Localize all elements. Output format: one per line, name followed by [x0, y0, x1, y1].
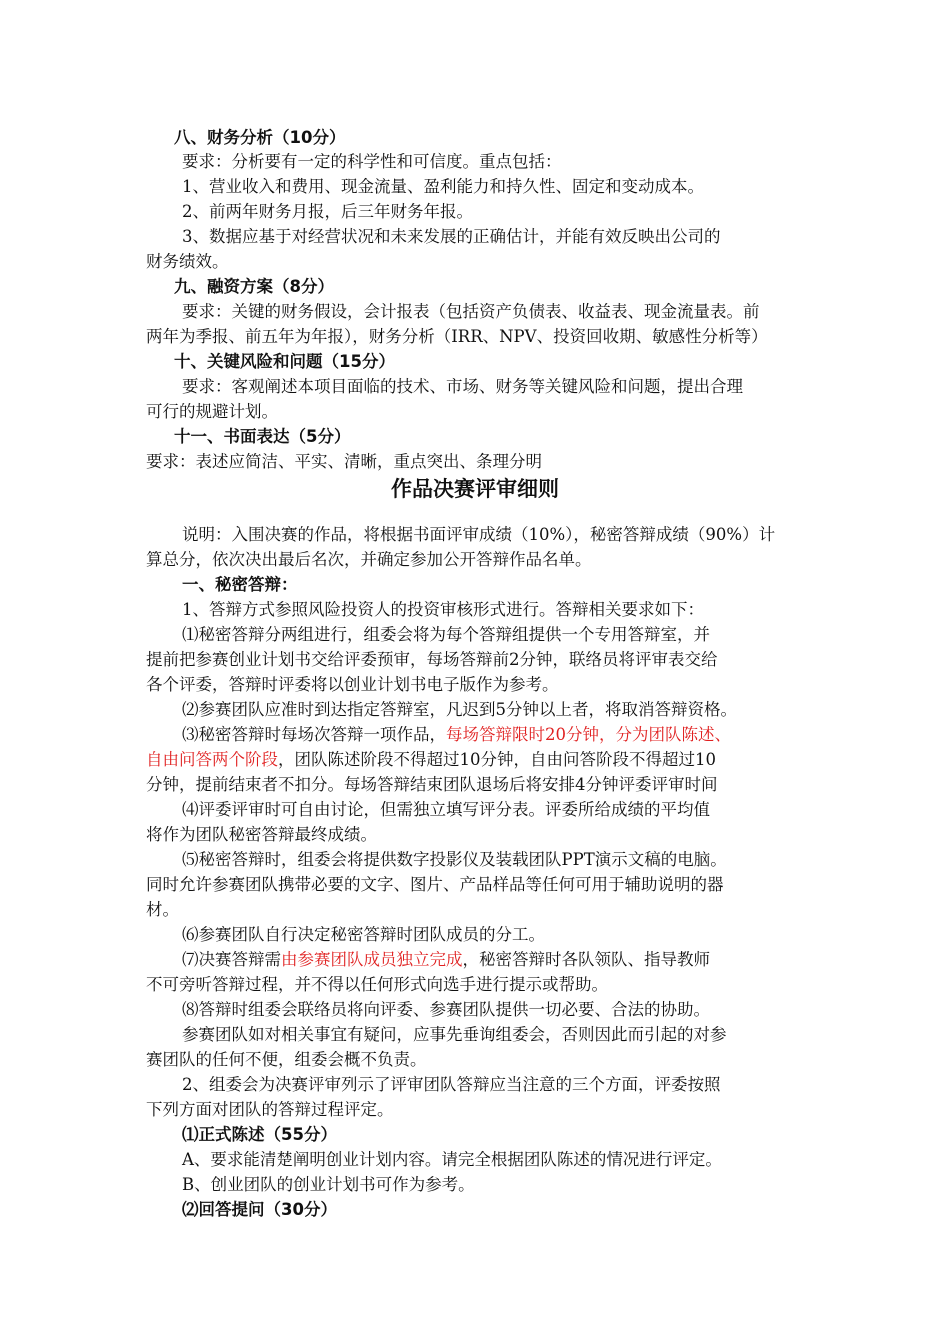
formal-presentation-heading: ⑴正式陈述（55分）	[182, 1125, 337, 1144]
rule-7-text-post: ，秘密答辩时各队领队、指导教师	[462, 950, 710, 969]
inquiry-note-cont: 赛团队的任何不便，组委会概不负责。	[146, 1050, 427, 1069]
risk-requirement: 要求：客观阐述本项目面临的技术、市场、财务等关键风险和问题，提出合理	[182, 377, 743, 396]
rule-7-text: ⑺决赛答辩需	[182, 950, 281, 969]
rule-7-highlight: 由参赛团队成员独立完成	[281, 950, 463, 969]
inquiry-note: 参赛团队如对相关事宜有疑问，应事先垂询组委会，否则因此而引起的对参	[182, 1025, 727, 1044]
writing-requirement: 要求：表述应简洁、平实、清晰，重点突出、条理分明	[146, 452, 542, 471]
rule-5-cont: 同时允许参赛团队携带必要的文字、图片、产品样品等任何可用于辅助说明的器	[146, 875, 724, 894]
finance-heading: 八、财务分析（10分）	[174, 128, 346, 147]
rule-3-highlight-cont: 自由问答两个阶段	[146, 750, 278, 769]
financing-requirement-cont: 两年为季报、前五年为年报），财务分析（IRR、NPV、投资回收期、敏感性分析等）	[146, 327, 768, 346]
rule-5-cont-2: 材。	[146, 900, 179, 919]
section-title: 作品决赛评审细则	[391, 477, 559, 501]
finance-item-2: 2、前两年财务月报，后三年财务年报。	[182, 202, 473, 221]
financing-requirement: 要求：关键的财务假设，会计报表（包括资产负债表、收益表、现金流量表。前	[182, 302, 760, 321]
rule-1-cont-2: 各个评委，答辩时评委将以创业计划书电子版作为参考。	[146, 675, 559, 694]
answer-questions-heading: ⑵回答提问（30分）	[182, 1200, 337, 1219]
rule-3-cont	[146, 748, 716, 772]
secret-point-1: 1、答辩方式参照风险投资人的投资审核形式进行。答辩相关要求如下：	[182, 600, 704, 619]
secret-point-2-cont: 下列方面对团队的答辩过程评定。	[146, 1100, 394, 1119]
rule-8: ⑻答辩时组委会联络员将向评委、参赛团队提供一切必要、合法的协助。	[182, 1000, 710, 1019]
finance-requirement: 要求：分析要有一定的科学性和可信度。重点包括：	[182, 152, 562, 171]
risk-heading: 十、关键风险和问题（15分）	[174, 352, 395, 371]
rule-5: ⑸秘密答辩时，组委会将提供数字投影仪及装载团队PPT演示文稿的电脑。	[182, 850, 727, 869]
finance-item-3-cont: 财务绩效。	[146, 252, 229, 271]
secret-defense-heading: 一、秘密答辩：	[182, 575, 298, 594]
rule-3-highlight: 每场答辩限时20分钟，分为团队陈述、	[446, 725, 731, 744]
writing-heading: 十一、书面表达（5分）	[174, 427, 351, 446]
secret-point-2: 2、组委会为决赛评审列示了评审团队答辩应当注意的三个方面，评委按照	[182, 1075, 721, 1094]
rule-4: ⑷评委评审时可自由讨论，但需独立填写评分表。评委所给成绩的平均值	[182, 800, 710, 819]
rule-6: ⑹参赛团队自行决定秘密答辩时团队成员的分工。	[182, 925, 545, 944]
rule-3-text-cont: ，团队陈述阶段不得超过10分钟，自由问答阶段不得超过10	[278, 750, 716, 769]
rule-7	[182, 948, 710, 972]
formal-presentation-b: B、创业团队的创业计划书可作为参考。	[182, 1175, 475, 1194]
rule-4-cont: 将作为团队秘密答辩最终成绩。	[146, 825, 377, 844]
rule-1-cont: 提前把参赛创业计划书交给评委预审，每场答辩前2分钟，联络员将评审表交给	[146, 650, 718, 669]
finance-item-3: 3、数据应基于对经营状况和未来发展的正确估计，并能有效反映出公司的	[182, 227, 721, 246]
rule-3-text: ⑶秘密答辩时每场次答辩一项作品，	[182, 725, 446, 744]
intro-text-cont: 算总分，依次决出最后名次，并确定参加公开答辩作品名单。	[146, 550, 592, 569]
finance-item-1: 1、营业收入和费用、现金流量、盈利能力和持久性、固定和变动成本。	[182, 177, 704, 196]
rule-3-cont-2: 分钟，提前结束者不扣分。每场答辩结束团队退场后将安排4分钟评委评审时间	[146, 775, 718, 794]
intro-text: 说明：入围决赛的作品，将根据书面评审成绩（10%），秘密答辩成绩（90%）计	[182, 525, 776, 544]
rule-3	[182, 723, 731, 747]
rule-1: ⑴秘密答辩分两组进行，组委会将为每个答辩组提供一个专用答辩室，并	[182, 625, 710, 644]
formal-presentation-a: A、要求能清楚阐明创业计划内容。请完全根据团队陈述的情况进行评定。	[182, 1150, 722, 1169]
rule-2: ⑵参赛团队应准时到达指定答辩室，凡迟到5分钟以上者，将取消答辩资格。	[182, 700, 737, 719]
rule-7-cont: 不可旁听答辩过程，并不得以任何形式向选手进行提示或帮助。	[146, 975, 608, 994]
financing-heading: 九、融资方案（8分）	[174, 277, 334, 296]
risk-requirement-cont: 可行的规避计划。	[146, 402, 278, 421]
